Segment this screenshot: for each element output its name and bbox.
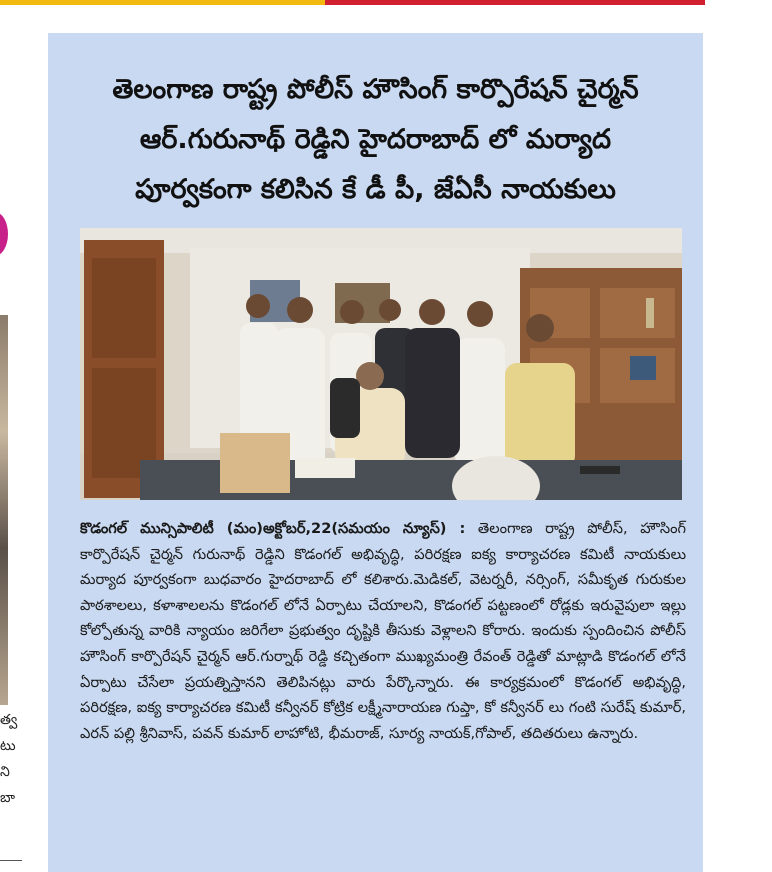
fragment-text: ని [0, 764, 10, 780]
top-bar-yellow [0, 0, 325, 5]
headline-line-2: ఆర్.గురునాథ్ రెడ్డిని హైదరాబాద్ లో మర్యాద [139, 124, 612, 155]
top-bar-red [325, 0, 705, 5]
adjacent-photo-sliver [0, 315, 8, 705]
adjacent-column-fragment [0, 0, 22, 872]
fragment-text: టు [0, 738, 16, 754]
news-article-panel [48, 33, 703, 872]
column-rule [0, 860, 22, 861]
headline-line-3: పూర్వకంగా కలిసిన కే డీ పీ, జేఏసీ నాయకులు [135, 174, 616, 205]
article-dateline: కొడంగల్ మున్సిపాలిటీ (మం)అక్టోబర్,22(సమయం న్యూస్) : [80, 520, 466, 537]
pink-circle-graphic [0, 212, 8, 256]
fragment-text: త్వ [0, 712, 18, 728]
article-body [80, 516, 686, 746]
article-body-text: తెలంగాణ రాష్ట్ర పోలీస్, హౌసింగ్ కార్పొరేషన్ చైర్మన్ గురునాథ్ రెడ్డిని కొడంగల్ అభివృద్ధి, పరిరక్షణ ఐక్య కార్యాచరణ కమిటీ నాయకులు మర్యాద పూర్వకంగా బుధవారం హైదరాబాద్ లో కలిశారు.మెడికల్, వెటర్నరీ, నర్సింగ్, సమీకృత గురుకుల పాఠశాలలు, కళాశాలలను కొడంగల్ లోనే ఏర్పాటు చేయాలని, కొడంగల్ పట్టణంలో రోడ్లకు ఇరువైపులా ఇల్లు కోల్పోతున్న వారికి న్యాయం జరిగేలా ప్రభుత్వం దృష్టికి తీసుకు వెళ్లాలని కోరారు. ఇందుకు స్పందించిన పోలీస్ హౌసింగ్ కార్పొరేషన్ చైర్మన్ ఆర్.గుర్నాథ్ రెడ్డి కచ్చితంగా ముఖ్యమంత్రి రేవంత్ రెడ్డితో మాట్లాడి కొడంగల్ లోనే ఏర్పాటు చేసేలా ప్రయత్నిస్తానని తెలిపినట్లు వారు పేర్కొన్నారు. ఈ కార్యక్రమంలో కొడంగల్ అభివృద్ధి, పరిరక్షణ, ఐక్య కార్యాచరణ కమిటీ కన్వీనర్ కోట్రిక లక్ష్మీనారాయణ గుప్తా, కో కన్వీనర్ లు గంటి సురేష్ కుమార్, ఎరన్ పల్లి శ్రీనివాస్, పవన్ కుమార్ లాహోటి, భీమరాజ్, సూర్య నాయక్,గోపాల్, తదితరులు ఉన్నారు. [80, 520, 686, 742]
fragment-text: బా [0, 790, 16, 806]
headline-line-1: తెలంగాణ రాష్ట్ర పోలీస్ హౌసింగ్ కార్పొరేషన్ చైర్మన్ [112, 74, 639, 105]
article-headline [48, 65, 703, 215]
article-photo [80, 228, 682, 500]
